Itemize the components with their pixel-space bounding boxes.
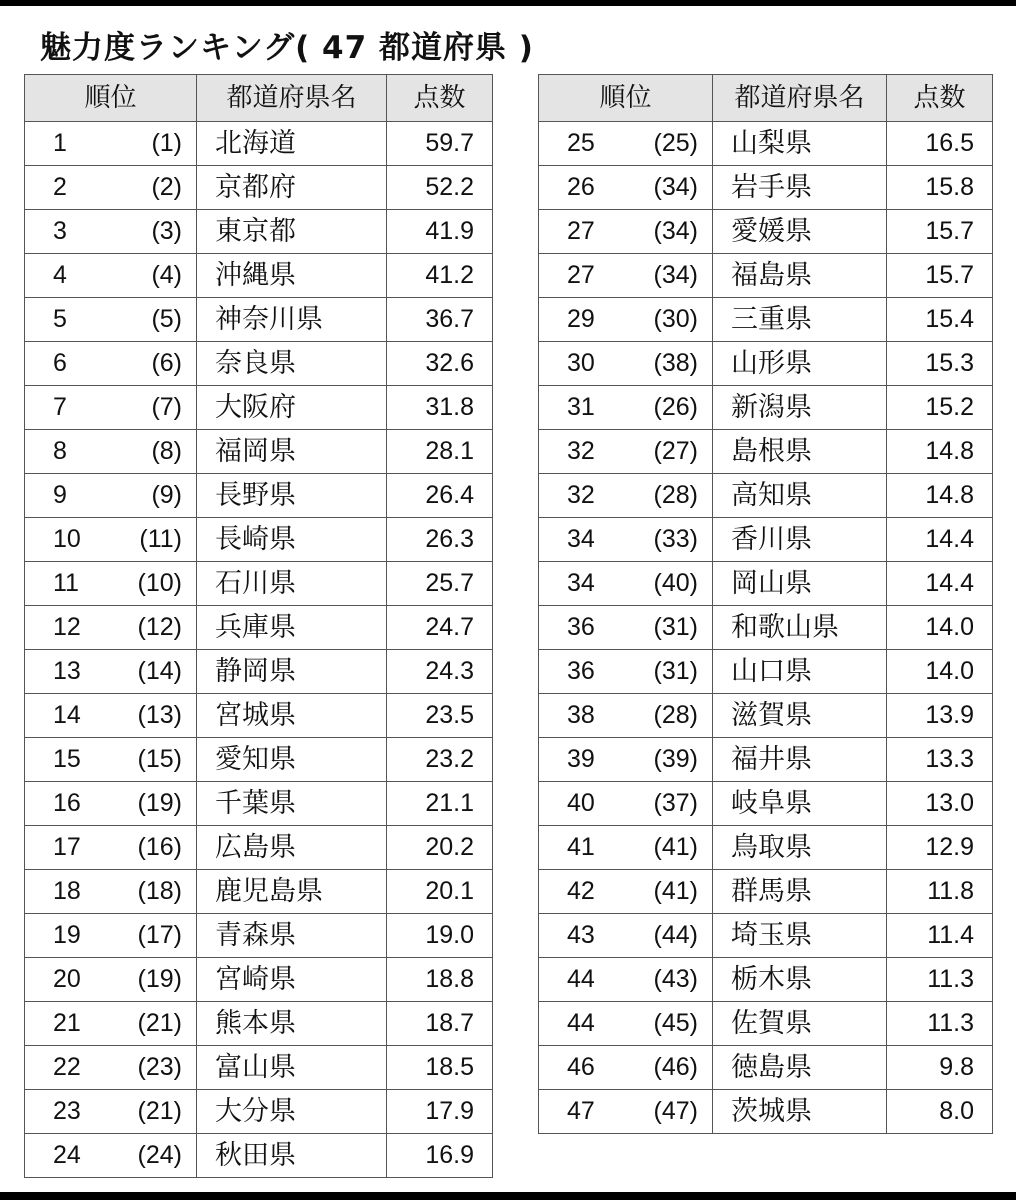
prefecture-name-cell: 宮崎県 xyxy=(197,958,387,1002)
prefecture-name-cell: 神奈川県 xyxy=(197,298,387,342)
prefecture-name-cell: 岩手県 xyxy=(713,166,887,210)
score-cell: 20.2 xyxy=(387,826,493,870)
table-row xyxy=(539,562,993,606)
table-row xyxy=(25,122,493,166)
header-score: 点数 xyxy=(887,75,993,122)
table-row xyxy=(25,1046,493,1090)
table-row xyxy=(539,298,993,342)
rank-cell: 1 xyxy=(25,122,109,166)
prefecture-name-cell: 奈良県 xyxy=(197,342,387,386)
rank-cell: 13 xyxy=(25,650,109,694)
previous-rank-cell: (46) xyxy=(623,1046,713,1090)
rank-cell: 38 xyxy=(539,694,623,738)
table-row xyxy=(539,474,993,518)
rank-cell: 20 xyxy=(25,958,109,1002)
table-row xyxy=(539,738,993,782)
prefecture-name-cell: 福岡県 xyxy=(197,430,387,474)
table-row xyxy=(25,474,493,518)
previous-rank-cell: (4) xyxy=(109,254,197,298)
previous-rank-cell: (38) xyxy=(623,342,713,386)
table-row xyxy=(25,562,493,606)
rank-cell: 32 xyxy=(539,430,623,474)
score-cell: 11.3 xyxy=(887,958,993,1002)
previous-rank-cell: (19) xyxy=(109,958,197,1002)
rank-cell: 34 xyxy=(539,518,623,562)
previous-rank-cell: (33) xyxy=(623,518,713,562)
score-cell: 21.1 xyxy=(387,782,493,826)
rank-cell: 2 xyxy=(25,166,109,210)
previous-rank-cell: (34) xyxy=(623,166,713,210)
previous-rank-cell: (7) xyxy=(109,386,197,430)
previous-rank-cell: (2) xyxy=(109,166,197,210)
rank-cell: 3 xyxy=(25,210,109,254)
score-cell: 14.4 xyxy=(887,518,993,562)
table-row xyxy=(25,1002,493,1046)
score-cell: 52.2 xyxy=(387,166,493,210)
table-row xyxy=(539,782,993,826)
score-cell: 17.9 xyxy=(387,1090,493,1134)
score-cell: 25.7 xyxy=(387,562,493,606)
previous-rank-cell: (34) xyxy=(623,210,713,254)
page-title: 魅力度ランキング( 47 都道府県 ) xyxy=(40,30,534,66)
rank-cell: 15 xyxy=(25,738,109,782)
table-row xyxy=(25,1090,493,1134)
table-row xyxy=(539,914,993,958)
score-cell: 24.7 xyxy=(387,606,493,650)
prefecture-name-cell: 群馬県 xyxy=(713,870,887,914)
rank-cell: 44 xyxy=(539,958,623,1002)
prefecture-name-cell: 茨城県 xyxy=(713,1090,887,1134)
rank-cell: 43 xyxy=(539,914,623,958)
prefecture-name-cell: 高知県 xyxy=(713,474,887,518)
score-cell: 14.8 xyxy=(887,474,993,518)
prefecture-name-cell: 鳥取県 xyxy=(713,826,887,870)
table-row xyxy=(539,650,993,694)
score-cell: 31.8 xyxy=(387,386,493,430)
score-cell: 9.8 xyxy=(887,1046,993,1090)
table-row xyxy=(539,386,993,430)
prefecture-name-cell: 福島県 xyxy=(713,254,887,298)
score-cell: 24.3 xyxy=(387,650,493,694)
rank-cell: 6 xyxy=(25,342,109,386)
score-cell: 59.7 xyxy=(387,122,493,166)
previous-rank-cell: (24) xyxy=(109,1134,197,1178)
score-cell: 20.1 xyxy=(387,870,493,914)
score-cell: 11.3 xyxy=(887,1002,993,1046)
score-cell: 41.2 xyxy=(387,254,493,298)
table-row xyxy=(539,606,993,650)
prefecture-name-cell: 山梨県 xyxy=(713,122,887,166)
previous-rank-cell: (23) xyxy=(109,1046,197,1090)
table-row xyxy=(25,694,493,738)
prefecture-name-cell: 大阪府 xyxy=(197,386,387,430)
header-name: 都道府県名 xyxy=(197,75,387,122)
previous-rank-cell: (27) xyxy=(623,430,713,474)
rank-cell: 21 xyxy=(25,1002,109,1046)
score-cell: 14.0 xyxy=(887,650,993,694)
rank-cell: 22 xyxy=(25,1046,109,1090)
rank-cell: 42 xyxy=(539,870,623,914)
table-row xyxy=(539,870,993,914)
prefecture-name-cell: 栃木県 xyxy=(713,958,887,1002)
previous-rank-cell: (14) xyxy=(109,650,197,694)
previous-rank-cell: (21) xyxy=(109,1090,197,1134)
header-rank: 順位 xyxy=(539,75,713,122)
previous-rank-cell: (16) xyxy=(109,826,197,870)
score-cell: 16.5 xyxy=(887,122,993,166)
ranking-table-right xyxy=(538,74,993,1134)
score-cell: 23.5 xyxy=(387,694,493,738)
prefecture-name-cell: 福井県 xyxy=(713,738,887,782)
prefecture-name-cell: 長野県 xyxy=(197,474,387,518)
rank-cell: 46 xyxy=(539,1046,623,1090)
rank-cell: 12 xyxy=(25,606,109,650)
table-row xyxy=(25,870,493,914)
previous-rank-cell: (39) xyxy=(623,738,713,782)
prefecture-name-cell: 埼玉県 xyxy=(713,914,887,958)
prefecture-name-cell: 京都府 xyxy=(197,166,387,210)
rank-cell: 29 xyxy=(539,298,623,342)
previous-rank-cell: (18) xyxy=(109,870,197,914)
table-row xyxy=(539,254,993,298)
rank-cell: 4 xyxy=(25,254,109,298)
table-header-row xyxy=(539,75,993,122)
score-cell: 13.9 xyxy=(887,694,993,738)
previous-rank-cell: (31) xyxy=(623,650,713,694)
table-row xyxy=(25,210,493,254)
table-row xyxy=(25,518,493,562)
previous-rank-cell: (21) xyxy=(109,1002,197,1046)
prefecture-name-cell: 熊本県 xyxy=(197,1002,387,1046)
rank-cell: 25 xyxy=(539,122,623,166)
score-cell: 18.7 xyxy=(387,1002,493,1046)
previous-rank-cell: (44) xyxy=(623,914,713,958)
rank-cell: 11 xyxy=(25,562,109,606)
prefecture-name-cell: 秋田県 xyxy=(197,1134,387,1178)
previous-rank-cell: (10) xyxy=(109,562,197,606)
score-cell: 13.3 xyxy=(887,738,993,782)
rank-cell: 5 xyxy=(25,298,109,342)
rank-cell: 47 xyxy=(539,1090,623,1134)
table-row xyxy=(25,650,493,694)
score-cell: 18.5 xyxy=(387,1046,493,1090)
score-cell: 15.3 xyxy=(887,342,993,386)
header-name: 都道府県名 xyxy=(713,75,887,122)
table-row xyxy=(25,1134,493,1178)
score-cell: 12.9 xyxy=(887,826,993,870)
previous-rank-cell: (37) xyxy=(623,782,713,826)
table-row xyxy=(25,958,493,1002)
prefecture-name-cell: 東京都 xyxy=(197,210,387,254)
rank-cell: 31 xyxy=(539,386,623,430)
score-cell: 14.8 xyxy=(887,430,993,474)
score-cell: 15.4 xyxy=(887,298,993,342)
table-body-right xyxy=(539,122,993,1134)
table-row xyxy=(25,738,493,782)
previous-rank-cell: (13) xyxy=(109,694,197,738)
score-cell: 14.0 xyxy=(887,606,993,650)
prefecture-name-cell: 山口県 xyxy=(713,650,887,694)
table-row xyxy=(539,1002,993,1046)
rank-cell: 16 xyxy=(25,782,109,826)
rank-cell: 30 xyxy=(539,342,623,386)
document-sheet xyxy=(0,6,1016,1192)
prefecture-name-cell: 岡山県 xyxy=(713,562,887,606)
table-row xyxy=(539,518,993,562)
score-cell: 16.9 xyxy=(387,1134,493,1178)
previous-rank-cell: (12) xyxy=(109,606,197,650)
score-cell: 13.0 xyxy=(887,782,993,826)
previous-rank-cell: (19) xyxy=(109,782,197,826)
previous-rank-cell: (3) xyxy=(109,210,197,254)
rank-cell: 40 xyxy=(539,782,623,826)
rank-cell: 18 xyxy=(25,870,109,914)
table-row xyxy=(539,1090,993,1134)
table-row xyxy=(25,254,493,298)
header-rank: 順位 xyxy=(25,75,197,122)
score-cell: 28.1 xyxy=(387,430,493,474)
table-row xyxy=(25,606,493,650)
rank-cell: 8 xyxy=(25,430,109,474)
table-header-row xyxy=(25,75,493,122)
table-row xyxy=(539,210,993,254)
score-cell: 32.6 xyxy=(387,342,493,386)
previous-rank-cell: (31) xyxy=(623,606,713,650)
table-row xyxy=(539,958,993,1002)
previous-rank-cell: (47) xyxy=(623,1090,713,1134)
table-row xyxy=(539,826,993,870)
previous-rank-cell: (40) xyxy=(623,562,713,606)
prefecture-name-cell: 香川県 xyxy=(713,518,887,562)
prefecture-name-cell: 石川県 xyxy=(197,562,387,606)
prefecture-name-cell: 徳島県 xyxy=(713,1046,887,1090)
table-row xyxy=(539,1046,993,1090)
score-cell: 26.3 xyxy=(387,518,493,562)
table-row xyxy=(25,782,493,826)
prefecture-name-cell: 北海道 xyxy=(197,122,387,166)
rank-cell: 44 xyxy=(539,1002,623,1046)
prefecture-name-cell: 静岡県 xyxy=(197,650,387,694)
prefecture-name-cell: 滋賀県 xyxy=(713,694,887,738)
rank-cell: 32 xyxy=(539,474,623,518)
prefecture-name-cell: 長崎県 xyxy=(197,518,387,562)
score-cell: 23.2 xyxy=(387,738,493,782)
rank-cell: 17 xyxy=(25,826,109,870)
score-cell: 15.8 xyxy=(887,166,993,210)
prefecture-name-cell: 愛知県 xyxy=(197,738,387,782)
table-row xyxy=(539,342,993,386)
previous-rank-cell: (25) xyxy=(623,122,713,166)
rank-cell: 36 xyxy=(539,606,623,650)
score-cell: 8.0 xyxy=(887,1090,993,1134)
score-cell: 11.4 xyxy=(887,914,993,958)
rank-cell: 36 xyxy=(539,650,623,694)
previous-rank-cell: (41) xyxy=(623,870,713,914)
previous-rank-cell: (34) xyxy=(623,254,713,298)
prefecture-name-cell: 新潟県 xyxy=(713,386,887,430)
previous-rank-cell: (26) xyxy=(623,386,713,430)
prefecture-name-cell: 佐賀県 xyxy=(713,1002,887,1046)
score-cell: 15.2 xyxy=(887,386,993,430)
prefecture-name-cell: 山形県 xyxy=(713,342,887,386)
rank-cell: 23 xyxy=(25,1090,109,1134)
prefecture-name-cell: 広島県 xyxy=(197,826,387,870)
rank-cell: 41 xyxy=(539,826,623,870)
previous-rank-cell: (45) xyxy=(623,1002,713,1046)
score-cell: 26.4 xyxy=(387,474,493,518)
prefecture-name-cell: 沖縄県 xyxy=(197,254,387,298)
prefecture-name-cell: 大分県 xyxy=(197,1090,387,1134)
previous-rank-cell: (9) xyxy=(109,474,197,518)
header-score: 点数 xyxy=(387,75,493,122)
prefecture-name-cell: 宮城県 xyxy=(197,694,387,738)
table-row xyxy=(25,166,493,210)
rank-cell: 27 xyxy=(539,254,623,298)
previous-rank-cell: (43) xyxy=(623,958,713,1002)
previous-rank-cell: (5) xyxy=(109,298,197,342)
table-row xyxy=(25,298,493,342)
rank-cell: 14 xyxy=(25,694,109,738)
table-row xyxy=(539,122,993,166)
rank-cell: 19 xyxy=(25,914,109,958)
rank-cell: 34 xyxy=(539,562,623,606)
previous-rank-cell: (17) xyxy=(109,914,197,958)
rank-cell: 10 xyxy=(25,518,109,562)
previous-rank-cell: (6) xyxy=(109,342,197,386)
prefecture-name-cell: 鹿児島県 xyxy=(197,870,387,914)
table-row xyxy=(539,430,993,474)
prefecture-name-cell: 千葉県 xyxy=(197,782,387,826)
previous-rank-cell: (1) xyxy=(109,122,197,166)
previous-rank-cell: (28) xyxy=(623,474,713,518)
prefecture-name-cell: 青森県 xyxy=(197,914,387,958)
table-row xyxy=(539,694,993,738)
rank-cell: 9 xyxy=(25,474,109,518)
table-row xyxy=(25,430,493,474)
score-cell: 11.8 xyxy=(887,870,993,914)
rank-cell: 39 xyxy=(539,738,623,782)
previous-rank-cell: (8) xyxy=(109,430,197,474)
score-cell: 14.4 xyxy=(887,562,993,606)
ranking-table-left xyxy=(24,74,493,1178)
rank-cell: 27 xyxy=(539,210,623,254)
table-row xyxy=(25,342,493,386)
score-cell: 15.7 xyxy=(887,210,993,254)
score-cell: 41.9 xyxy=(387,210,493,254)
table-row xyxy=(539,166,993,210)
previous-rank-cell: (15) xyxy=(109,738,197,782)
prefecture-name-cell: 和歌山県 xyxy=(713,606,887,650)
score-cell: 36.7 xyxy=(387,298,493,342)
previous-rank-cell: (41) xyxy=(623,826,713,870)
prefecture-name-cell: 岐阜県 xyxy=(713,782,887,826)
table-body-left xyxy=(25,122,493,1178)
previous-rank-cell: (28) xyxy=(623,694,713,738)
prefecture-name-cell: 愛媛県 xyxy=(713,210,887,254)
table-row xyxy=(25,914,493,958)
prefecture-name-cell: 島根県 xyxy=(713,430,887,474)
table-row xyxy=(25,826,493,870)
prefecture-name-cell: 三重県 xyxy=(713,298,887,342)
rank-cell: 7 xyxy=(25,386,109,430)
prefecture-name-cell: 富山県 xyxy=(197,1046,387,1090)
previous-rank-cell: (11) xyxy=(109,518,197,562)
previous-rank-cell: (30) xyxy=(623,298,713,342)
score-cell: 15.7 xyxy=(887,254,993,298)
rank-cell: 24 xyxy=(25,1134,109,1178)
score-cell: 18.8 xyxy=(387,958,493,1002)
score-cell: 19.0 xyxy=(387,914,493,958)
prefecture-name-cell: 兵庫県 xyxy=(197,606,387,650)
table-row xyxy=(25,386,493,430)
rank-cell: 26 xyxy=(539,166,623,210)
